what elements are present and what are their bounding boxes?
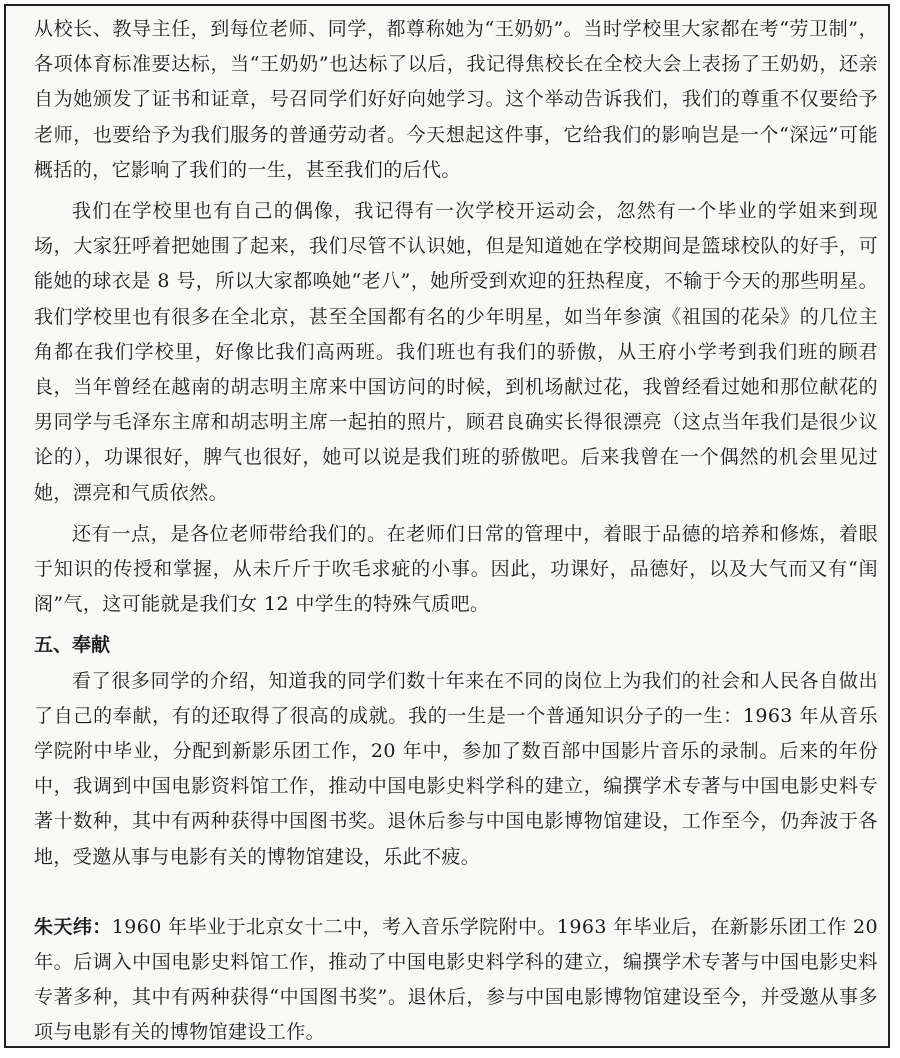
page-frame	[4, 4, 890, 1048]
section-heading: 五、奉献	[34, 634, 111, 657]
paragraph-contribution: 看了很多同学的介绍，知道我的同学们数十年来在不同的岗位上为我们的社会和人民各自做出了自己的奉献，有的还取得了很高的成就。我的一生是一个普通知识分子的一生：1963 年从音乐学院附中毕业，分配到新影乐团工作，20 年中，参加了数百部中国影片音乐的录制。后来的年份中，我调到中国电影资料馆工作，推动中国电影史料学科的建立，编撰学术专著与中国电影史料专著十数种，其中有两种获得中国图书奖。退休后参与中国电影博物馆建设，工作至今，仍奔波于各地，受邀从事与电影有关的博物馆建设，乐此不疲。	[34, 669, 878, 868]
document-page	[34, 12, 878, 1051]
author-bio	[34, 910, 878, 1051]
author-name: 朱天纬：	[34, 915, 112, 938]
author-bio-text: 1960 年毕业于北京女十二中，考入音乐学院附中。1963 年毕业后，在新影乐团工作 20 年。后调入中国电影史料馆工作，推动了中国电影史料学科的建立，编撰学术专著与中国电影史料专著多种，其中有两种获得“中国图书奖”。退休后，参与中国电影博物馆建设至今，并受邀从事多项与电影有关的博物馆建设工作。	[34, 915, 878, 1044]
paragraph-teachers: 还有一点，是各位老师带给我们的。在老师们日常的管理中，着眼于品德的培养和修炼，着眼于知识的传授和掌握，从未斤斤于吹毛求疵的小事。因此，功课好，品德好，以及大气而又有“闺阁”气，这可能就是我们女 12 中学生的特殊气质吧。	[34, 522, 878, 616]
paragraph-idols: 我们在学校里也有自己的偶像，我记得有一次学校开运动会，忽然有一个毕业的学姐来到现场，大家狂呼着把她围了起来，我们尽管不认识她，但是知道她在学校期间是篮球校队的好手，可能她的球衣是 8 号，所以大家都唤她“老八”，她所受到欢迎的狂热程度，不输于今天的那些明星。我们学校里也有很多在全北京，甚至全国都有名的少年明星，如当年参演《祖国的花朵》的几位主角都在我们学校里，好像比我们高两班。我们班也有我们的骄傲，从王府小学考到我们班的顾君良，当年曾经在越南的胡志明主席来中国访问的时候，到机场献过花，我曾经看过她和那位献花的男同学与毛泽东主席和胡志明主席一起拍的照片，顾君良确实长得很漂亮（这点当年我们是很少议论的），功课很好，脾气也很好，她可以说是我们班的骄傲吧。后来我曾在一个偶然的机会里见过她，漂亮和气质依然。	[34, 200, 878, 504]
paragraph-wang-nainai: 从校长、教导主任，到每位老师、同学，都尊称她为“王奶奶”。当时学校里大家都在考“劳卫制”，各项体育标准要达标，当“王奶奶”也达标了以后，我记得焦校长在全校大会上表扬了王奶奶，还亲自为她颁发了证书和证章，号召同学们好好向她学习。这个举动告诉我们，我们的尊重不仅要给予老师，也要给予为我们服务的普通劳动者。今天想起这件事，它给我们的影响岂是一个“深远”可能概括的，它影响了我们的一生，甚至我们的后代。	[34, 18, 878, 181]
